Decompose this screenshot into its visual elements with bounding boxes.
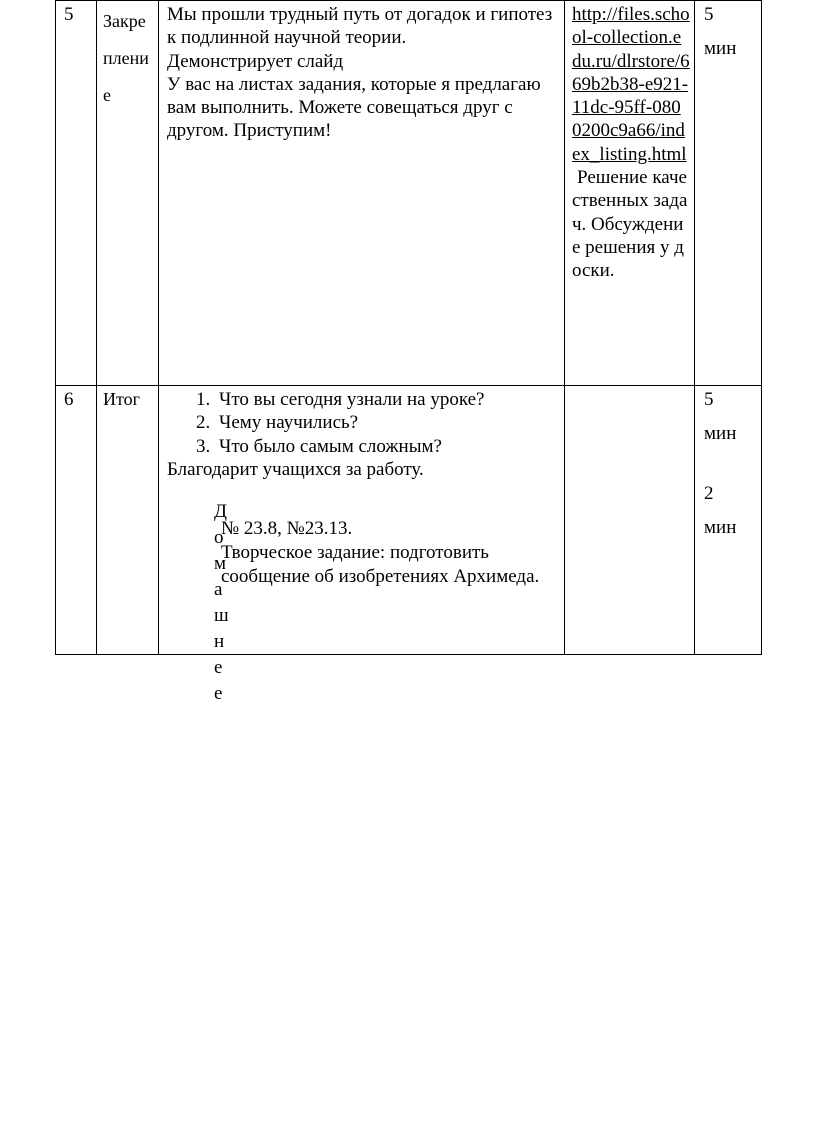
table-row-6	[56, 386, 762, 655]
lesson-plan-table	[55, 0, 762, 705]
row5-stage: Закрепление	[103, 11, 149, 105]
row5-time-value: 5	[704, 4, 714, 25]
row6-number-cell	[56, 386, 97, 655]
table-row-5	[56, 1, 762, 386]
row5-stage-cell	[97, 1, 159, 386]
row6-resource-cell	[565, 386, 695, 655]
row5-content-task: У вас на листах задания, которые я предлагаю вам выполнить. Можете совещаться друг с другом. Приступим!	[167, 73, 541, 142]
row6-content-cell	[159, 386, 565, 705]
question-item: 3. Что было самым сложным?	[215, 435, 556, 458]
row5-number-cell	[56, 1, 97, 386]
row5-time-cell	[695, 1, 762, 386]
question-item: 2. Чему научились?	[215, 411, 556, 434]
homework-block	[167, 491, 556, 705]
row6-time1-unit: мин	[704, 423, 737, 445]
row6-time1-value: 5	[704, 389, 714, 410]
resource-link[interactable]: http://files.school-collection.edu.ru/dlrstore/669b2b38-e921-11dc-95ff-0800200c9a66/index_listing.html	[572, 4, 690, 165]
homework-exercises: № 23.8, №23.13.	[221, 518, 353, 540]
homework-label: Домашнее	[214, 501, 229, 705]
row6-stage-cell	[97, 386, 159, 655]
row6-time-cell	[695, 386, 762, 655]
row6-thanks: Благодарит учащихся за работу.	[167, 458, 424, 480]
row5-content-slide: Демонстрирует слайд	[167, 50, 344, 72]
row5-content-cell	[159, 1, 565, 386]
row6-stage: Итог	[103, 389, 141, 409]
question-list	[167, 388, 556, 458]
row5-resource-text: Решение качественных задач. Обсуждение решения у доски.	[572, 167, 688, 282]
row5-resource-cell	[565, 1, 695, 386]
row5-time-unit: мин	[704, 38, 737, 60]
row6-time2-value: 2	[704, 482, 714, 504]
row6-time2-unit: мин	[704, 516, 737, 538]
row5-content-intro: Мы прошли трудный путь от догадок и гипотез к подлинной научной теории.	[167, 4, 553, 49]
row6-number: 6	[64, 389, 74, 410]
question-item: 1. Что вы сегодня узнали на уроке?	[215, 388, 556, 411]
row5-number: 5	[64, 4, 74, 25]
homework-creative-task: Творческое задание: подготовить сообщение об изобретениях Архимеда.	[221, 542, 540, 588]
